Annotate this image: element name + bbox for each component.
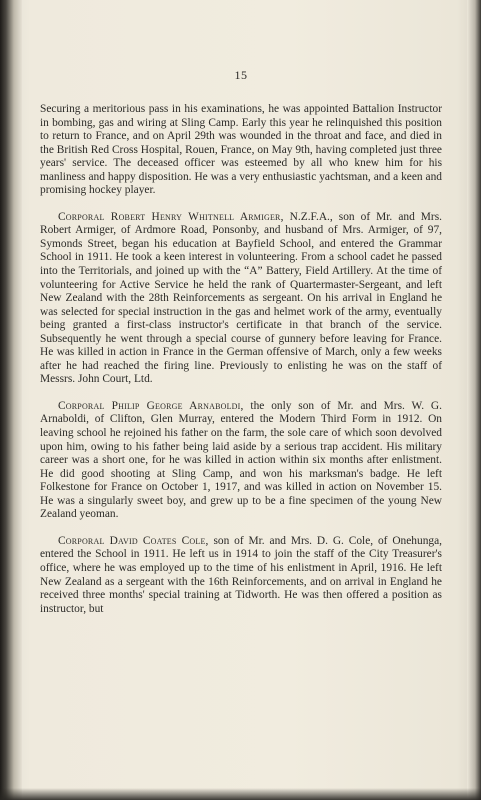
page-edge: [467, 0, 481, 800]
paragraph-text: son of Mr. and Mrs. D. G. Cole, of Onehunga, entered the School in 1911. He left us in 1914 to join the staff of the City Treasurer's office, where he was employed up to the time of his enlistment in April, 1916. He left New Zealand as a sergeant with the 16th Reinforcements, and on arrival in England he received three months' special training at Tidworth. He was then offered a position as instructor, but: [40, 534, 442, 615]
book-gutter: [0, 0, 22, 800]
paragraph-armiger: [40, 211, 442, 387]
person-name: Corporal Philip George Arnaboldi,: [58, 399, 244, 412]
page-number: 15: [234, 68, 248, 82]
page-body: [40, 68, 442, 629]
person-name: Corporal David Coates Cole,: [58, 534, 209, 547]
paragraph-text: the only son of Mr. and Mrs. W. G. Arnaboldi, of Clifton, Glen Murray, entered the Modern Third Form in 1912. On leaving school he rejoined his father on the farm, the sole care of which soon devolved upon him, owing to his father being laid aside by a serious trap accident. His military career was a short one, for he was killed in action within six months after enlistment. He did good shooting at Sling Camp, and won his marksman's badge. He left Folkestone for France on October 1, 1917, and was killed in action on November 15. He was a singularly sweet boy, and grew up to be a fine specimen of the young New Zealand yeoman.: [40, 399, 442, 521]
page-bottom-shadow: [0, 788, 481, 800]
paragraph-continued: [40, 103, 442, 198]
paragraph-text: Securing a meritorious pass in his examinations, he was appointed Battalion Instructor in bombing, gas and wiring at Sling Camp. Early this year he relinquished this position to return to France, and on April 29th was wounded in the throat and face, and died in the British Red Cross Hospital, Rouen, France, on May 9th, having completed just three years' service. The deceased officer was esteemed by all who knew him for his manliness and happy disposition. He was a very enthusiastic yachtsman, and a keen and promising hockey player.: [40, 103, 442, 197]
paragraph-cole: [40, 535, 442, 616]
paragraph-text: N.Z.F.A., son of Mr. and Mrs. Robert Armiger, of Ardmore Road, Ponsonby, and husband of Mrs. Armiger, of 97, Symonds Street, began his education at Bayfield School, and entered the Grammar School in 1911. He took a keen interest in volunteering. From a school cadet he passed into the Territorials, and joined up with the “A” Battery, Field Artillery. At the time of volunteering for Active Service he held the rank of Quartermaster-Sergeant, and left New Zealand with the 28th Reinforcements as sergeant. On his arrival in England he was selected for special instruction in the gas and helmet work of the army, eventually being granted a first-class instructor's certificate in that branch of the service. Subsequently he went through a special course of gunnery before leaving for France. He was killed in action in France in the German offensive of March, only a few weeks after he had reached the firing line. Previously to enlisting he was on the staff of Messrs. John Court, Ltd.: [40, 210, 442, 386]
paragraph-arnaboldi: [40, 400, 442, 522]
person-name: Corporal Robert Henry Whitnell Armiger,: [58, 210, 284, 223]
